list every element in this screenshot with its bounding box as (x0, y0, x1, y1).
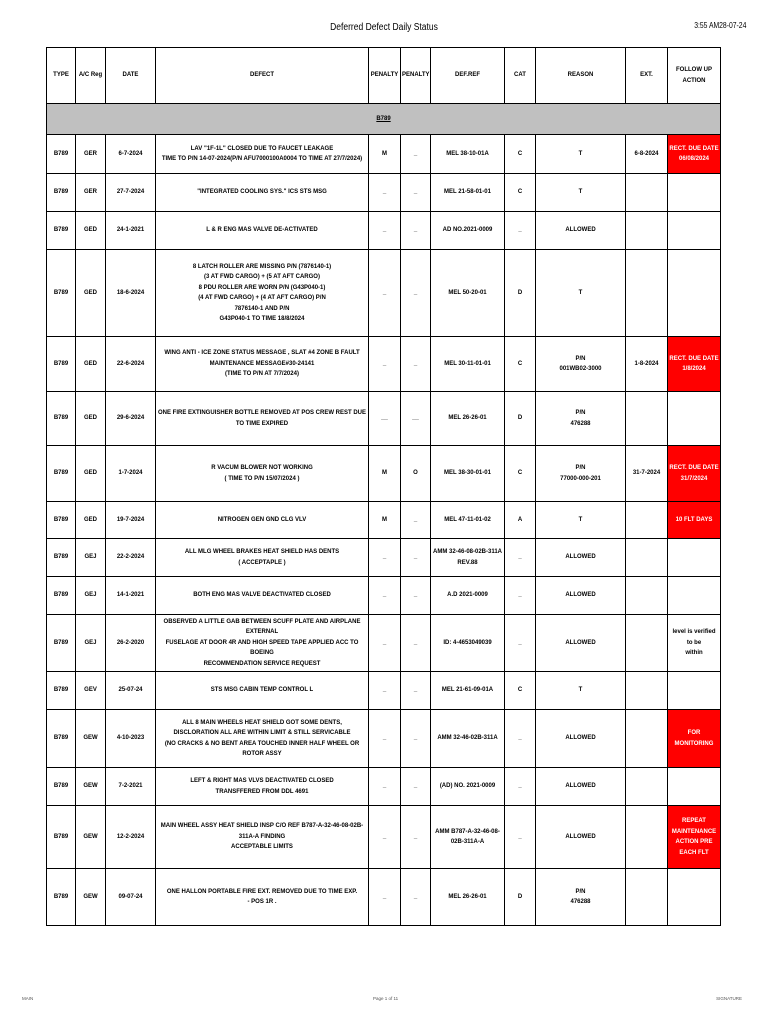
cell-cat: C (505, 337, 536, 392)
cell-line: TIME TO P/N 14-07-2024(P/N AFU7000100A0004 TO TIME AT 27/7/2024) (161, 156, 363, 162)
cell-line: P/N (575, 355, 586, 362)
cell-follow-up (668, 539, 721, 577)
cell-penalty-1: _ (369, 806, 401, 869)
cell-ac-reg: GEJ (76, 615, 106, 672)
cell-date: 22-2-2024 (106, 539, 156, 577)
cell-line: LAV "1F-1L" CLOSED DUE TO FAUCET LEAKAGE (190, 145, 334, 152)
table-row (47, 577, 721, 615)
cell-line: STS MSG CABIN TEMP CONTROL L (210, 687, 314, 694)
cell-defect (156, 672, 369, 710)
cell-line: T (578, 150, 583, 157)
cell-follow-up (668, 337, 721, 392)
cell-penalty-2: _ (401, 212, 431, 250)
cell-line: P/N (575, 465, 586, 471)
header-ac-reg: A/C Reg (76, 48, 106, 104)
cell-date: 27-7-2024 (106, 174, 156, 212)
cell-defect (156, 577, 369, 615)
table-row (47, 672, 721, 710)
section-row (47, 104, 721, 135)
cell-def-ref: ID: 4-4653049039 (431, 615, 505, 672)
header-penalty-1: PENALTY (369, 48, 401, 104)
cell-ext (626, 672, 668, 710)
cell-penalty-1: _ (369, 672, 401, 710)
cell-date: 1-7-2024 (106, 446, 156, 502)
cell-line: T (578, 687, 583, 694)
cell-ext: 1-8-2024 (626, 337, 668, 392)
cell-ac-reg: GED (76, 392, 106, 446)
cell-def-ref: AMM 32-46-08-02B-311A REV.88 (431, 539, 505, 577)
cell-line: ALLOWED (565, 592, 596, 599)
cell-reason (536, 174, 626, 212)
cell-line: RECT. DUE DATE (669, 465, 719, 471)
cell-line: P/N (575, 410, 586, 416)
cell-def-ref: (AD) NO. 2021-0009 (431, 768, 505, 806)
cell-line: ACTION PRE EACH FLT (675, 839, 713, 856)
cell-ext (626, 710, 668, 768)
cell-ext (626, 577, 668, 615)
cell-cat: _ (505, 539, 536, 577)
cell-def-ref: MEL 38-30-01-01 (431, 446, 505, 502)
cell-defect (156, 768, 369, 806)
cell-type: B789 (47, 539, 76, 577)
cell-line: RECT. DUE DATE (669, 355, 719, 362)
cell-line: 06/08/2024 (678, 156, 710, 162)
cell-type: B789 (47, 615, 76, 672)
cell-reason (536, 672, 626, 710)
cell-date: 26-2-2020 (106, 615, 156, 672)
header-date: DATE (106, 48, 156, 104)
cell-follow-up (668, 806, 721, 869)
cell-line: P/N (575, 888, 586, 895)
cell-penalty-1: M (369, 446, 401, 502)
cell-cat: D (505, 250, 536, 337)
cell-line: ALLOWED (565, 735, 596, 742)
cell-ac-reg: GED (76, 337, 106, 392)
cell-penalty-1: _ (369, 250, 401, 337)
cell-def-ref: MEL 30-11-01-01 (431, 337, 505, 392)
cell-line: ONE HALLON PORTABLE FIRE EXT. REMOVED DUE TO TIME EXP. (166, 888, 358, 895)
cell-line: TRANSFFERED FROM DDL 4691 (215, 788, 309, 795)
cell-ac-reg: GED (76, 212, 106, 250)
cell-type: B789 (47, 337, 76, 392)
header-cat: CAT (505, 48, 536, 104)
cell-reason (536, 869, 626, 926)
cell-ac-reg: GEW (76, 768, 106, 806)
table-row (47, 768, 721, 806)
table-row (47, 250, 721, 337)
cell-penalty-1: M (369, 502, 401, 539)
cell-penalty-1: _ (369, 710, 401, 768)
table-row (47, 869, 721, 926)
cell-penalty-2: _ (401, 577, 431, 615)
table-row (47, 502, 721, 539)
cell-penalty-2: _ (401, 502, 431, 539)
cell-follow-up (668, 392, 721, 446)
header-follow-up-action: FOLLOW UP ACTION (668, 48, 721, 104)
cell-type: B789 (47, 577, 76, 615)
cell-line: ALL 8 MAIN WHEELS HEAT SHIELD GOT SOME DENTS, (182, 719, 342, 726)
cell-line: ONE FIRE EXTINGUISHER BOTTLE REMOVED AT POS CREW REST DUE TO TIME EXPIRED (157, 410, 366, 427)
cell-line: WING ANTI - ICE ZONE STATUS MESSAGE , SLAT #4 ZONE B FAULT (164, 350, 360, 357)
cell-def-ref: AD NO.2021-0009 (431, 212, 505, 250)
cell-date: 6-7-2024 (106, 135, 156, 174)
cell-type: B789 (47, 135, 76, 174)
cell-line: ( TIME TO P/N 15/07/2024 ) (224, 475, 300, 482)
cell-defect (156, 212, 369, 250)
cell-line: 10 FLT DAYS (675, 516, 713, 523)
cell-line: (TIME TO P/N AT 7/7/2024) (225, 371, 299, 378)
cell-line: T (578, 516, 583, 523)
cell-reason (536, 615, 626, 672)
table-row (47, 135, 721, 174)
cell-line: NITROGEN GEN GND CLG VLV (217, 516, 307, 523)
cell-ext (626, 250, 668, 337)
cell-penalty-2: O (401, 446, 431, 502)
cell-ac-reg: GEW (76, 806, 106, 869)
cell-cat: A (505, 502, 536, 539)
cell-penalty-2: _ (401, 539, 431, 577)
header-type: TYPE (47, 48, 76, 104)
cell-follow-up (668, 135, 721, 174)
cell-line: ALL MLG WHEEL BRAKES HEAT SHIELD HAS DENTS (184, 549, 340, 555)
cell-reason (536, 392, 626, 446)
cell-line: LEFT & RIGHT MAS VLVS DEACTIVATED CLOSED (190, 778, 334, 784)
cell-penalty-2: _ (401, 806, 431, 869)
cell-cat: _ (505, 577, 536, 615)
cell-ac-reg: GED (76, 502, 106, 539)
cell-follow-up (668, 577, 721, 615)
cell-reason (536, 446, 626, 502)
cell-ac-reg: GEJ (76, 577, 106, 615)
cell-line: L & R ENG MAS VALVE DE-ACTIVATED (206, 227, 318, 234)
footer-left: MAIN (22, 996, 34, 1001)
cell-ac-reg: GEV (76, 672, 106, 710)
cell-line: 476288 (570, 420, 591, 427)
cell-reason (536, 577, 626, 615)
cell-reason (536, 502, 626, 539)
cell-line: 8 PDU ROLLER ARE WORN P/N (G43P040-1) (198, 284, 326, 291)
cell-line: RECOMMENDATION SERVICE REQUEST (203, 660, 321, 667)
cell-penalty-1: _ (369, 174, 401, 212)
cell-cat: _ (505, 710, 536, 768)
deferred-defect-table (46, 47, 721, 926)
cell-line: T (578, 289, 583, 296)
cell-ext (626, 806, 668, 869)
print-timestamp: 3:55 AM28-07-24 (693, 21, 746, 30)
cell-ext (626, 212, 668, 250)
cell-follow-up (668, 615, 721, 672)
table-row (47, 392, 721, 446)
cell-line: FOR MONITORING (674, 730, 714, 747)
cell-reason (536, 337, 626, 392)
cell-line: T (578, 189, 583, 196)
cell-line: DISCLORATION ALL ARE WITHIN LIMIT & STILL SERVICABLE (173, 730, 351, 736)
cell-line: ALLOWED (565, 554, 596, 561)
cell-line: REPEAT MAINTENANCE (671, 818, 717, 835)
cell-date: 25-07-24 (106, 672, 156, 710)
cell-def-ref: MEL 47-11-01-02 (431, 502, 505, 539)
cell-def-ref: AMM B787-A-32-46-08-02B-311A-A (431, 806, 505, 869)
cell-ac-reg: GER (76, 135, 106, 174)
cell-def-ref: MEL 21-61-09-01A (431, 672, 505, 710)
cell-defect (156, 869, 369, 926)
footer-page-number: Page 1 of 11 (373, 996, 399, 1001)
cell-line: R VACUM BLOWER NOT WORKING (211, 465, 313, 471)
cell-reason (536, 539, 626, 577)
cell-line: ALLOWED (565, 833, 596, 840)
cell-reason (536, 710, 626, 768)
cell-reason (536, 135, 626, 174)
cell-cat: _ (505, 768, 536, 806)
cell-line: FUSELAGE AT DOOR 4R AND HIGH SPEED TAPE APPLIED ACC TO BOEING (165, 639, 359, 657)
cell-line: MAINTENANCE MESSAGE#30-24141 (209, 360, 315, 367)
cell-type: B789 (47, 806, 76, 869)
footer-right: SIGNATURE (716, 996, 742, 1001)
cell-defect (156, 135, 369, 174)
cell-line: G43P040-1 TO TIME 18/8/2024 (219, 316, 305, 322)
cell-follow-up (668, 446, 721, 502)
section-label: B789 (47, 104, 721, 135)
cell-penalty-2: _ (401, 768, 431, 806)
cell-penalty-2: _ (401, 615, 431, 672)
cell-line: "INTEGRATED COOLING SYS." ICS STS MSG (197, 189, 327, 196)
cell-defect (156, 615, 369, 672)
cell-ext (626, 539, 668, 577)
cell-type: B789 (47, 869, 76, 926)
cell-follow-up (668, 869, 721, 926)
cell-follow-up (668, 768, 721, 806)
cell-def-ref: MEL 38-10-01A (431, 135, 505, 174)
cell-line: RECT. DUE DATE (669, 145, 719, 152)
table-row (47, 212, 721, 250)
cell-cat: _ (505, 806, 536, 869)
cell-cat: D (505, 392, 536, 446)
cell-defect (156, 392, 369, 446)
cell-line: 001WB02-3000 (559, 366, 602, 372)
cell-line: ALLOWED (565, 227, 596, 234)
cell-type: B789 (47, 250, 76, 337)
cell-penalty-1: _ (369, 212, 401, 250)
cell-ext: 31-7-2024 (626, 446, 668, 502)
cell-penalty-1: _ (369, 337, 401, 392)
cell-ac-reg: GED (76, 250, 106, 337)
header-ext: EXT. (626, 48, 668, 104)
cell-reason (536, 806, 626, 869)
cell-date: 29-6-2024 (106, 392, 156, 446)
cell-line: (NO CRACKS & NO BENT AREA TOUCHED INNER HALF WHEEL OR ROTOR ASSY (164, 740, 360, 757)
cell-line: ALLOWED (565, 639, 596, 646)
cell-ac-reg: GEW (76, 869, 106, 926)
cell-line: ACCEPTABLE LIMITS (231, 844, 293, 851)
cell-line: - POS 1R . (247, 899, 277, 905)
cell-penalty-2: _ (401, 174, 431, 212)
cell-defect (156, 174, 369, 212)
cell-cat: C (505, 446, 536, 502)
cell-line: ( ACCEPTAPLE ) (238, 559, 286, 566)
cell-line: ALLOWED (565, 783, 596, 790)
cell-penalty-1: M (369, 135, 401, 174)
cell-line: 8 LATCH ROLLER ARE MISSING P/N (7876140-1) (192, 263, 332, 270)
cell-ac-reg: GEJ (76, 539, 106, 577)
cell-cat: _ (505, 212, 536, 250)
cell-penalty-2: _ (401, 672, 431, 710)
cell-ext (626, 392, 668, 446)
cell-follow-up (668, 250, 721, 337)
cell-def-ref: MEL 50-20-01 (431, 250, 505, 337)
page-title: Deferred Defect Daily Status (330, 22, 438, 33)
cell-follow-up (668, 672, 721, 710)
cell-cat: C (505, 174, 536, 212)
cell-defect (156, 337, 369, 392)
cell-line: OBSERVED A LITTLE GAB BETWEEN SCUFF PLATE AND AIRPLANE EXTERNAL (163, 618, 361, 636)
table-row (47, 337, 721, 392)
cell-defect (156, 710, 369, 768)
cell-ext (626, 615, 668, 672)
cell-def-ref: A.D 2021-0009 (431, 577, 505, 615)
cell-cat: _ (505, 615, 536, 672)
cell-penalty-1: _ (369, 869, 401, 926)
cell-penalty-1: _ (369, 615, 401, 672)
table-row (47, 615, 721, 672)
cell-penalty-2: _ (401, 869, 431, 926)
cell-penalty-2: _ (401, 250, 431, 337)
cell-reason (536, 250, 626, 337)
cell-reason (536, 768, 626, 806)
cell-penalty-1: _ (369, 577, 401, 615)
cell-date: 18-6-2024 (106, 250, 156, 337)
cell-type: B789 (47, 710, 76, 768)
table-row (47, 174, 721, 212)
table-row (47, 539, 721, 577)
cell-line: within (685, 650, 703, 657)
header-penalty-2: PENALTY (401, 48, 431, 104)
cell-type: B789 (47, 446, 76, 502)
header-defect: DEFECT (156, 48, 369, 104)
cell-penalty-1: _ (369, 539, 401, 577)
cell-line: 31/7/2024 (680, 475, 708, 482)
cell-defect (156, 806, 369, 869)
cell-penalty-1: __ (369, 392, 401, 446)
cell-date: 12-2-2024 (106, 806, 156, 869)
cell-line: 1/8/2024 (682, 366, 706, 372)
cell-type: B789 (47, 672, 76, 710)
cell-ac-reg: GED (76, 446, 106, 502)
cell-cat: D (505, 869, 536, 926)
cell-type: B789 (47, 392, 76, 446)
cell-ac-reg: GER (76, 174, 106, 212)
cell-type: B789 (47, 174, 76, 212)
header-def-ref: DEF.REF (431, 48, 505, 104)
cell-ext (626, 768, 668, 806)
cell-penalty-2: _ (401, 337, 431, 392)
cell-defect (156, 539, 369, 577)
cell-follow-up (668, 710, 721, 768)
cell-date: 14-1-2021 (106, 577, 156, 615)
cell-penalty-2: __ (401, 392, 431, 446)
cell-def-ref: MEL 21-58-01-01 (431, 174, 505, 212)
cell-line: (4 AT FWD CARGO) + (4 AT AFT CARGO) P/N (198, 295, 326, 301)
cell-reason (536, 212, 626, 250)
cell-ext (626, 502, 668, 539)
cell-date: 4-10-2023 (106, 710, 156, 768)
cell-date: 19-7-2024 (106, 502, 156, 539)
cell-type: B789 (47, 212, 76, 250)
cell-cat: C (505, 672, 536, 710)
cell-line: 476288 (570, 899, 591, 905)
cell-def-ref: AMM 32-46-02B-311A (431, 710, 505, 768)
cell-type: B789 (47, 502, 76, 539)
cell-follow-up (668, 174, 721, 212)
header-row (47, 48, 721, 104)
table-row (47, 446, 721, 502)
header-reason: REASON (536, 48, 626, 104)
cell-line: 7876140-1 AND P/N (234, 305, 290, 312)
cell-def-ref: MEL 26-26-01 (431, 392, 505, 446)
cell-date: 22-6-2024 (106, 337, 156, 392)
cell-line: level is verified to be (672, 629, 716, 646)
cell-def-ref: MEL 26-26-01 (431, 869, 505, 926)
cell-defect (156, 502, 369, 539)
cell-ext: 6-8-2024 (626, 135, 668, 174)
cell-follow-up (668, 212, 721, 250)
cell-follow-up (668, 502, 721, 539)
cell-type: B789 (47, 768, 76, 806)
cell-line: 77000-000-201 (560, 475, 601, 482)
cell-line: (3 AT FWD CARGO) + (5 AT AFT CARGO) (204, 274, 320, 280)
cell-ext (626, 174, 668, 212)
cell-ext (626, 869, 668, 926)
cell-penalty-2: _ (401, 135, 431, 174)
cell-penalty-1: _ (369, 768, 401, 806)
cell-cat: C (505, 135, 536, 174)
cell-date: 7-2-2021 (106, 768, 156, 806)
table-row (47, 806, 721, 869)
table-row (47, 710, 721, 768)
cell-line: BOTH ENG MAS VALVE DEACTIVATED CLOSED (193, 592, 331, 599)
cell-line: MAIN WHEEL ASSY HEAT SHIELD INSP C/O REF B787-A-32-46-08-02B-311A-A FINDING (160, 823, 364, 840)
cell-ac-reg: GEW (76, 710, 106, 768)
cell-defect (156, 250, 369, 337)
cell-penalty-2: _ (401, 710, 431, 768)
cell-date: 24-1-2021 (106, 212, 156, 250)
cell-defect (156, 446, 369, 502)
cell-date: 09-07-24 (106, 869, 156, 926)
